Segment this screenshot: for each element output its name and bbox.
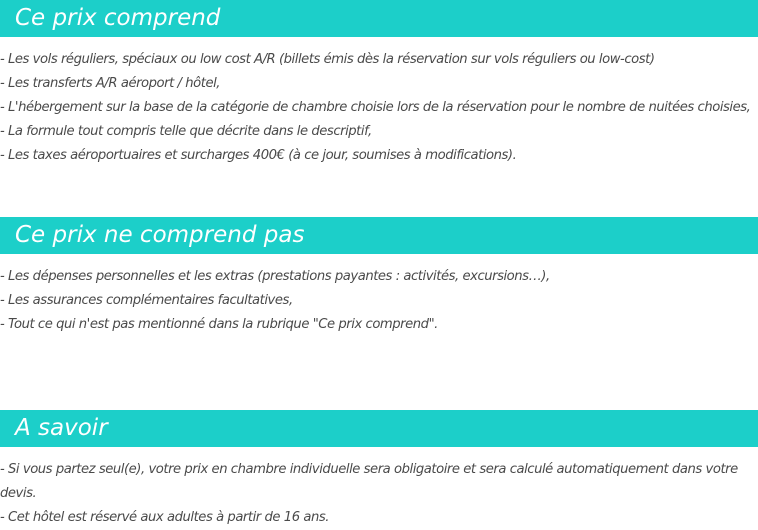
section-header-good-to-know [0, 410, 758, 447]
section-header-includes [0, 0, 758, 37]
list-item: - Tout ce qui n'est pas mentionné dans la rubrique "Ce prix comprend". [0, 317, 438, 332]
list-item: - Les assurances complémentaires facultatives, [0, 293, 293, 308]
section-list-includes [0, 48, 758, 168]
section-list-good-to-know [0, 458, 758, 530]
section-title: Ce prix comprend [15, 5, 221, 31]
list-item: - Si vous partez seul(e), votre prix en chambre individuelle sera obligatoire et sera calculé automatiquement dans votre [0, 462, 738, 477]
list-item: - Cet hôtel est réservé aux adultes à partir de 16 ans. [0, 510, 329, 525]
list-item: - Les transferts A/R aéroport / hôtel, [0, 76, 221, 91]
list-item: - L'hébergement sur la base de la catégorie de chambre choisie lors de la réservation pour le nombre de nuitées choisies, [0, 100, 751, 115]
section-list-excludes [0, 265, 758, 337]
list-item: - La formule tout compris telle que décrite dans le descriptif, [0, 124, 372, 139]
list-item: - Les taxes aéroportuaires et surcharges 400€ (à ce jour, soumises à modifications). [0, 148, 517, 163]
section-title: A savoir [15, 415, 108, 441]
list-item: - Les vols réguliers, spéciaux ou low cost A/R (billets émis dès la réservation sur vols réguliers ou low-cost) [0, 52, 655, 67]
list-item-continuation: devis. [0, 486, 37, 501]
list-item: - Les dépenses personnelles et les extras (prestations payantes : activités, excursions…), [0, 269, 550, 284]
section-title: Ce prix ne comprend pas [15, 222, 305, 248]
section-header-excludes [0, 217, 758, 254]
